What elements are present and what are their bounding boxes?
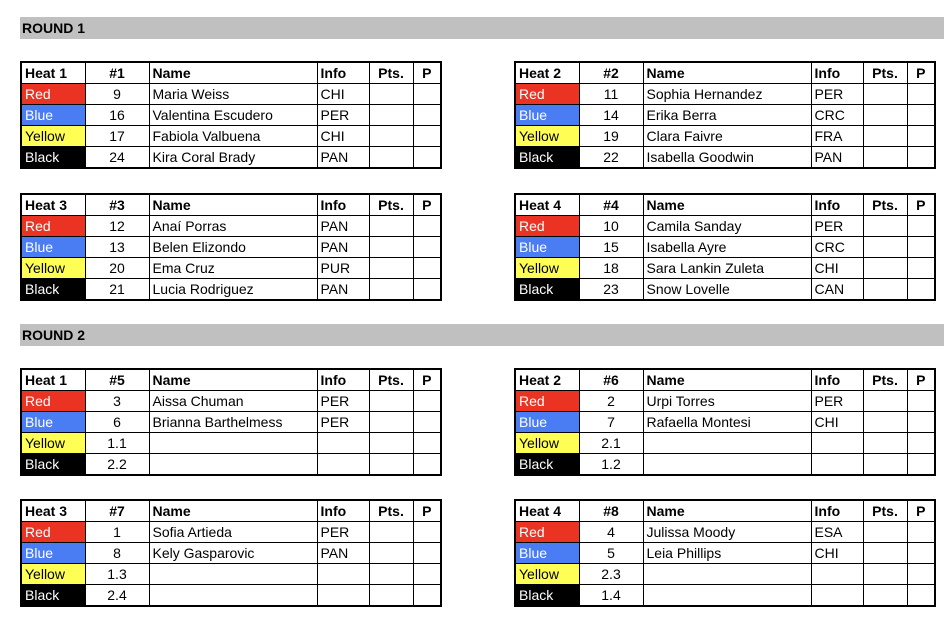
column-header-name: Name: [149, 62, 317, 84]
athlete-row: [21, 391, 441, 412]
heat-number: #5: [85, 369, 149, 391]
heat-header-row: [515, 194, 935, 216]
seed-number: 2.1: [579, 433, 643, 454]
lane-color-blue: Blue: [21, 105, 85, 126]
points-cell[interactable]: [369, 105, 413, 126]
place-cell[interactable]: [907, 147, 935, 169]
lane-color-black: Black: [515, 454, 579, 476]
round-title: ROUND 1: [20, 17, 944, 39]
place-cell[interactable]: [907, 105, 935, 126]
athlete-name: Isabella Ayre: [643, 237, 811, 258]
athlete-row: [21, 84, 441, 105]
place-cell[interactable]: [907, 279, 935, 301]
points-cell[interactable]: [369, 258, 413, 279]
round-title: ROUND 2: [20, 324, 944, 346]
place-cell[interactable]: [413, 279, 441, 301]
column-header-p: P: [413, 369, 441, 391]
lane-color-blue: Blue: [21, 412, 85, 433]
athlete-row: [515, 126, 935, 147]
athlete-row: [21, 279, 441, 301]
points-cell[interactable]: [863, 585, 907, 607]
seed-number: 1.1: [85, 433, 149, 454]
column-header-info: Info: [811, 194, 863, 216]
athlete-row: [515, 147, 935, 169]
athlete-row: [515, 543, 935, 564]
place-cell[interactable]: [413, 105, 441, 126]
column-header-info: Info: [317, 194, 369, 216]
points-cell[interactable]: [369, 585, 413, 607]
lane-color-blue: Blue: [21, 237, 85, 258]
points-cell[interactable]: [863, 258, 907, 279]
heat-label: Heat 3: [21, 194, 85, 216]
athlete-row: [515, 84, 935, 105]
heat-table: [514, 61, 936, 169]
heat-table: [514, 193, 936, 301]
athlete-name: Julissa Moody: [643, 522, 811, 543]
seed-number: 9: [85, 84, 149, 105]
seed-number: 14: [579, 105, 643, 126]
place-cell[interactable]: [907, 454, 935, 476]
lane-color-black: Black: [515, 279, 579, 301]
heat-header-row: [21, 62, 441, 84]
place-cell[interactable]: [907, 433, 935, 454]
place-cell[interactable]: [907, 391, 935, 412]
athlete-country: [317, 433, 369, 454]
place-cell[interactable]: [413, 147, 441, 169]
column-header-p: P: [907, 194, 935, 216]
athlete-country: PAN: [317, 279, 369, 301]
athlete-name: [643, 585, 811, 607]
lane-color-black: Black: [515, 585, 579, 607]
athlete-name: Erika Berra: [643, 105, 811, 126]
lane-color-black: Black: [21, 147, 85, 169]
athlete-row: [21, 237, 441, 258]
heat-number: #7: [85, 500, 149, 522]
seed-number: 5: [579, 543, 643, 564]
lane-color-blue: Blue: [515, 543, 579, 564]
seed-number: 6: [85, 412, 149, 433]
column-header-name: Name: [643, 369, 811, 391]
heat-header-row: [515, 62, 935, 84]
lane-color-yellow: Yellow: [515, 433, 579, 454]
lane-color-red: Red: [515, 391, 579, 412]
heat-label: Heat 2: [515, 369, 579, 391]
seed-number: 10: [579, 216, 643, 237]
seed-number: 2: [579, 391, 643, 412]
athlete-row: [21, 522, 441, 543]
lane-color-blue: Blue: [21, 543, 85, 564]
lane-color-red: Red: [515, 522, 579, 543]
place-cell[interactable]: [907, 216, 935, 237]
column-header-p: P: [413, 500, 441, 522]
heat-table: [20, 61, 442, 169]
heat-label: Heat 4: [515, 194, 579, 216]
athlete-country: [317, 564, 369, 585]
place-cell[interactable]: [907, 258, 935, 279]
seed-number: 23: [579, 279, 643, 301]
athlete-row: [515, 522, 935, 543]
seed-number: 22: [579, 147, 643, 169]
heat-label: Heat 3: [21, 500, 85, 522]
lane-color-yellow: Yellow: [21, 564, 85, 585]
column-header-info: Info: [317, 62, 369, 84]
athlete-name: Ema Cruz: [149, 258, 317, 279]
seed-number: 8: [85, 543, 149, 564]
points-cell[interactable]: [369, 279, 413, 301]
lane-color-yellow: Yellow: [515, 126, 579, 147]
seed-number: 15: [579, 237, 643, 258]
seed-number: 2.3: [579, 564, 643, 585]
points-cell[interactable]: [863, 126, 907, 147]
athlete-row: [515, 279, 935, 301]
heat-table: [20, 193, 442, 301]
athlete-country: [811, 564, 863, 585]
athlete-country: [811, 585, 863, 607]
points-cell[interactable]: [369, 433, 413, 454]
points-cell[interactable]: [863, 237, 907, 258]
athlete-name: Camila Sanday: [643, 216, 811, 237]
heat-header-row: [21, 369, 441, 391]
athlete-row: [21, 454, 441, 476]
column-header-pts: Pts.: [369, 369, 413, 391]
lane-color-red: Red: [21, 216, 85, 237]
heat-label: Heat 1: [21, 369, 85, 391]
athlete-country: FRA: [811, 126, 863, 147]
column-header-pts: Pts.: [863, 62, 907, 84]
heat-label: Heat 2: [515, 62, 579, 84]
lane-color-red: Red: [515, 216, 579, 237]
athlete-name: Fabiola Valbuena: [149, 126, 317, 147]
athlete-row: [21, 126, 441, 147]
column-header-name: Name: [643, 62, 811, 84]
place-cell[interactable]: [413, 585, 441, 607]
place-cell[interactable]: [413, 543, 441, 564]
athlete-row: [515, 564, 935, 585]
athlete-row: [21, 147, 441, 169]
column-header-info: Info: [317, 369, 369, 391]
place-cell[interactable]: [413, 258, 441, 279]
column-header-pts: Pts.: [863, 194, 907, 216]
seed-number: 16: [85, 105, 149, 126]
points-cell[interactable]: [863, 543, 907, 564]
place-cell[interactable]: [413, 564, 441, 585]
seed-number: 18: [579, 258, 643, 279]
athlete-row: [515, 216, 935, 237]
athlete-name: Anaí Porras: [149, 216, 317, 237]
athlete-row: [21, 216, 441, 237]
place-cell[interactable]: [413, 126, 441, 147]
place-cell[interactable]: [413, 454, 441, 476]
heat-table: [20, 368, 442, 476]
heat-table: [514, 499, 936, 607]
seed-number: 1.2: [579, 454, 643, 476]
place-cell[interactable]: [907, 412, 935, 433]
athlete-country: PAN: [317, 237, 369, 258]
athlete-name: Sara Lankin Zuleta: [643, 258, 811, 279]
athlete-country: PAN: [811, 147, 863, 169]
athlete-country: PAN: [317, 216, 369, 237]
points-cell[interactable]: [863, 412, 907, 433]
points-cell[interactable]: [369, 454, 413, 476]
seed-number: 2.4: [85, 585, 149, 607]
athlete-name: Brianna Barthelmess: [149, 412, 317, 433]
lane-color-red: Red: [21, 522, 85, 543]
lane-color-black: Black: [21, 454, 85, 476]
points-cell[interactable]: [369, 84, 413, 105]
points-cell[interactable]: [369, 391, 413, 412]
athlete-name: Sofia Artieda: [149, 522, 317, 543]
place-cell[interactable]: [413, 237, 441, 258]
place-cell[interactable]: [413, 433, 441, 454]
athlete-row: [515, 105, 935, 126]
lane-color-blue: Blue: [515, 412, 579, 433]
points-cell[interactable]: [369, 216, 413, 237]
column-header-info: Info: [811, 369, 863, 391]
heat-number: #8: [579, 500, 643, 522]
athlete-country: [811, 433, 863, 454]
column-header-name: Name: [149, 369, 317, 391]
column-header-p: P: [413, 194, 441, 216]
seed-number: 21: [85, 279, 149, 301]
lane-color-yellow: Yellow: [21, 258, 85, 279]
points-cell[interactable]: [863, 564, 907, 585]
athlete-country: PER: [317, 391, 369, 412]
points-cell[interactable]: [863, 454, 907, 476]
points-cell[interactable]: [369, 147, 413, 169]
column-header-info: Info: [811, 500, 863, 522]
athlete-name: Clara Faivre: [643, 126, 811, 147]
seed-number: 19: [579, 126, 643, 147]
points-cell[interactable]: [863, 105, 907, 126]
athlete-name: [643, 454, 811, 476]
athlete-country: PER: [317, 105, 369, 126]
lane-color-blue: Blue: [515, 237, 579, 258]
heat-number: #4: [579, 194, 643, 216]
athlete-name: Valentina Escudero: [149, 105, 317, 126]
seed-number: 20: [85, 258, 149, 279]
column-header-name: Name: [643, 194, 811, 216]
column-header-name: Name: [643, 500, 811, 522]
athlete-name: [643, 433, 811, 454]
athlete-country: CRC: [811, 105, 863, 126]
heat-header-row: [21, 194, 441, 216]
athlete-name: [149, 585, 317, 607]
lane-color-yellow: Yellow: [21, 433, 85, 454]
place-cell[interactable]: [907, 585, 935, 607]
place-cell[interactable]: [413, 412, 441, 433]
points-cell[interactable]: [863, 391, 907, 412]
athlete-row: [21, 412, 441, 433]
points-cell[interactable]: [863, 522, 907, 543]
athlete-row: [515, 237, 935, 258]
athlete-country: PUR: [317, 258, 369, 279]
athlete-country: CHI: [811, 412, 863, 433]
athlete-country: PER: [317, 412, 369, 433]
athlete-name: [149, 454, 317, 476]
athlete-name: Maria Weiss: [149, 84, 317, 105]
athlete-country: ESA: [811, 522, 863, 543]
lane-color-red: Red: [21, 84, 85, 105]
athlete-country: CHI: [317, 84, 369, 105]
athlete-name: Leia Phillips: [643, 543, 811, 564]
athlete-country: CHI: [811, 258, 863, 279]
place-cell[interactable]: [907, 84, 935, 105]
seed-number: 24: [85, 147, 149, 169]
athlete-name: Rafaella Montesi: [643, 412, 811, 433]
athlete-name: Belen Elizondo: [149, 237, 317, 258]
column-header-pts: Pts.: [369, 194, 413, 216]
lane-color-yellow: Yellow: [515, 564, 579, 585]
column-header-p: P: [907, 62, 935, 84]
heat-label: Heat 4: [515, 500, 579, 522]
points-cell[interactable]: [369, 543, 413, 564]
athlete-name: [643, 564, 811, 585]
points-cell[interactable]: [863, 84, 907, 105]
heat-table: [20, 499, 442, 607]
athlete-row: [21, 543, 441, 564]
column-header-pts: Pts.: [369, 62, 413, 84]
athlete-country: CRC: [811, 237, 863, 258]
athlete-country: PAN: [317, 543, 369, 564]
athlete-country: [317, 454, 369, 476]
lane-color-blue: Blue: [515, 105, 579, 126]
seed-number: 4: [579, 522, 643, 543]
column-header-pts: Pts.: [863, 369, 907, 391]
points-cell[interactable]: [863, 147, 907, 169]
points-cell[interactable]: [863, 216, 907, 237]
place-cell[interactable]: [907, 522, 935, 543]
athlete-country: PER: [317, 522, 369, 543]
heat-table: [514, 368, 936, 476]
athlete-name: Urpi Torres: [643, 391, 811, 412]
column-header-pts: Pts.: [369, 500, 413, 522]
points-cell[interactable]: [863, 433, 907, 454]
athlete-row: [515, 585, 935, 607]
points-cell[interactable]: [369, 126, 413, 147]
column-header-name: Name: [149, 194, 317, 216]
seed-number: 3: [85, 391, 149, 412]
heat-header-row: [515, 369, 935, 391]
points-cell[interactable]: [369, 564, 413, 585]
lane-color-red: Red: [515, 84, 579, 105]
athlete-name: [149, 564, 317, 585]
column-header-info: Info: [317, 500, 369, 522]
place-cell[interactable]: [413, 84, 441, 105]
athlete-row: [21, 564, 441, 585]
athlete-country: CHI: [317, 126, 369, 147]
lane-color-red: Red: [21, 391, 85, 412]
place-cell[interactable]: [907, 543, 935, 564]
athlete-row: [21, 585, 441, 607]
athlete-row: [21, 433, 441, 454]
lane-color-black: Black: [21, 585, 85, 607]
athlete-country: PAN: [317, 147, 369, 169]
athlete-name: Sophia Hernandez: [643, 84, 811, 105]
column-header-p: P: [907, 500, 935, 522]
athlete-row: [515, 391, 935, 412]
athlete-country: CAN: [811, 279, 863, 301]
column-header-info: Info: [811, 62, 863, 84]
place-cell[interactable]: [907, 237, 935, 258]
heat-number: #3: [85, 194, 149, 216]
athlete-country: [317, 585, 369, 607]
athlete-country: PER: [811, 216, 863, 237]
athlete-row: [515, 454, 935, 476]
athlete-name: Isabella Goodwin: [643, 147, 811, 169]
athlete-country: [811, 454, 863, 476]
column-header-p: P: [413, 62, 441, 84]
athlete-row: [515, 412, 935, 433]
heat-header-row: [21, 500, 441, 522]
seed-number: 17: [85, 126, 149, 147]
athlete-row: [21, 105, 441, 126]
place-cell[interactable]: [413, 216, 441, 237]
heat-number: #1: [85, 62, 149, 84]
heat-number: #2: [579, 62, 643, 84]
column-header-pts: Pts.: [863, 500, 907, 522]
seed-number: 2.2: [85, 454, 149, 476]
heat-header-row: [515, 500, 935, 522]
seed-number: 13: [85, 237, 149, 258]
athlete-row: [515, 258, 935, 279]
points-cell[interactable]: [369, 522, 413, 543]
points-cell[interactable]: [369, 237, 413, 258]
athlete-name: [149, 433, 317, 454]
seed-number: 12: [85, 216, 149, 237]
lane-color-black: Black: [21, 279, 85, 301]
lane-color-yellow: Yellow: [515, 258, 579, 279]
seed-number: 1.4: [579, 585, 643, 607]
athlete-row: [21, 258, 441, 279]
place-cell[interactable]: [907, 126, 935, 147]
lane-color-black: Black: [515, 147, 579, 169]
column-header-name: Name: [149, 500, 317, 522]
athlete-country: PER: [811, 84, 863, 105]
seed-number: 1: [85, 522, 149, 543]
place-cell[interactable]: [413, 391, 441, 412]
athlete-name: Kira Coral Brady: [149, 147, 317, 169]
seed-number: 1.3: [85, 564, 149, 585]
seed-number: 11: [579, 84, 643, 105]
athlete-name: Lucia Rodriguez: [149, 279, 317, 301]
heat-label: Heat 1: [21, 62, 85, 84]
athlete-row: [515, 433, 935, 454]
place-cell[interactable]: [413, 522, 441, 543]
lane-color-yellow: Yellow: [21, 126, 85, 147]
points-cell[interactable]: [863, 279, 907, 301]
athlete-name: Aissa Chuman: [149, 391, 317, 412]
athlete-country: CHI: [811, 543, 863, 564]
points-cell[interactable]: [369, 412, 413, 433]
athlete-name: Snow Lovelle: [643, 279, 811, 301]
heat-number: #6: [579, 369, 643, 391]
athlete-country: PER: [811, 391, 863, 412]
seed-number: 7: [579, 412, 643, 433]
athlete-name: Kely Gasparovic: [149, 543, 317, 564]
place-cell[interactable]: [907, 564, 935, 585]
column-header-p: P: [907, 369, 935, 391]
